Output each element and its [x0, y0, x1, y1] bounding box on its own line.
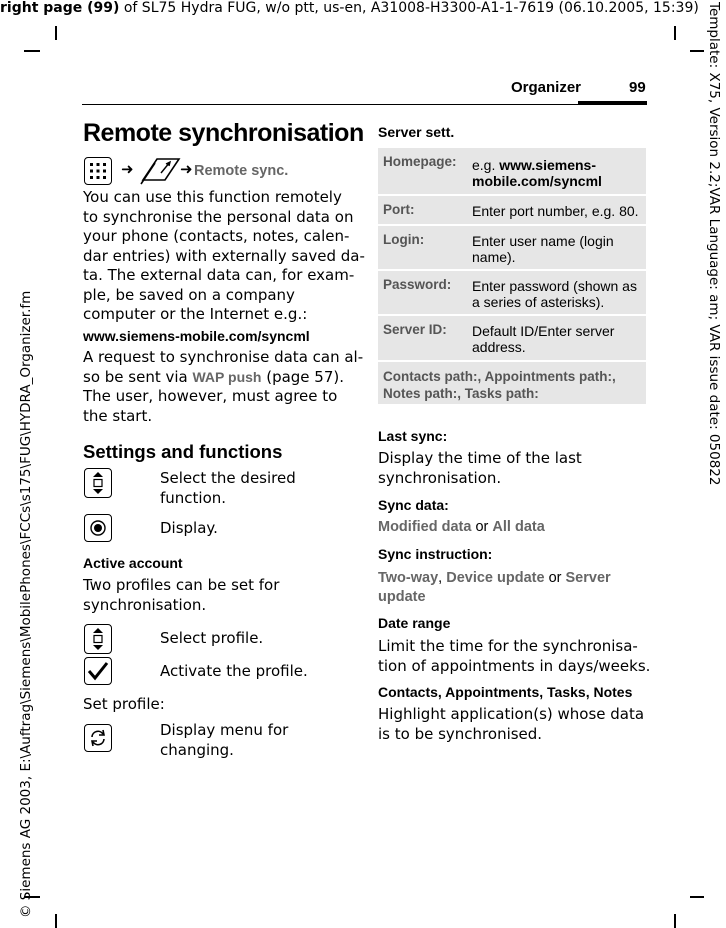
organizer-icon [139, 156, 183, 190]
settings-heading: Settings and functions [83, 441, 283, 462]
checkmark-key-icon [84, 657, 112, 685]
table-row [378, 316, 646, 360]
active-account-text [83, 576, 279, 615]
page-header-title: Organizer [511, 79, 582, 96]
text-span: , [438, 570, 447, 586]
option-server-update[interactable]: Server [565, 570, 611, 586]
print-info-bold: right page (99) [0, 0, 120, 16]
server-settings-heading: Server sett. [378, 124, 455, 140]
activate-profile-description: Activate the profile. [160, 662, 308, 680]
table-row [378, 196, 646, 224]
table-value [472, 157, 642, 189]
path-remote-sync: Remote sync. [194, 163, 289, 179]
syncml-url: www.siemens-mobile.com/syncml [83, 328, 310, 344]
option-device-update[interactable]: Device update [446, 570, 545, 586]
applications-text [378, 705, 644, 744]
arrow-right-icon: ➜ [180, 160, 193, 178]
table-row [378, 226, 646, 269]
text-line [378, 588, 611, 607]
text-line: a series of asterisks). [472, 294, 605, 310]
option-two-way[interactable]: Two-way [378, 570, 439, 586]
sync-instruction-options [378, 569, 611, 607]
center-key-icon [84, 514, 112, 542]
sync-instruction-heading: Sync instruction: [378, 546, 493, 562]
text-line: Two profiles can be set for [83, 576, 280, 594]
wap-push-link[interactable]: WAP push [192, 368, 262, 385]
text-span: e.g. [472, 157, 500, 173]
table-label: Homepage: [383, 154, 457, 169]
side-template-info: Template: X75, Version 2.2;VAR Language: am; VAR issue date: 050822 [706, 2, 722, 486]
text-line: the start. [83, 406, 153, 425]
text-line: ple, be saved on a company [83, 285, 295, 304]
table-label: Login: [383, 232, 425, 247]
refresh-key-icon [84, 724, 112, 752]
option-all-data[interactable]: All data [492, 519, 545, 535]
text-line: Select the desired [160, 469, 296, 487]
table-label: Password: [383, 277, 452, 292]
crop-mark [24, 50, 40, 52]
table-label [383, 368, 641, 402]
text-line: Highlight application(s) whose data [378, 705, 645, 723]
set-profile-label: Set profile: [83, 695, 165, 713]
display-menu-description [160, 721, 288, 760]
text-span: www.siemens- [499, 157, 596, 173]
table-label: Server ID: [383, 322, 447, 337]
wap-paragraph [83, 348, 363, 426]
text-line: The user, however, must agree to [83, 387, 338, 405]
side-copyright: © Siemens AG 2003, E:\Auftrag\Siemens\MobilePhones\FCCs\s175\FUG\HYDRA_Organizer.fm [18, 290, 34, 918]
text-line [83, 368, 363, 388]
print-info-rest: of SL75 Hydra FUG, w/o ptt, us-en, A31008-H3300-A1-1-7619 (06.10.2005, 15:39) [119, 0, 699, 16]
crop-mark [674, 26, 676, 40]
text-line: synchronisation. [83, 595, 207, 614]
select-profile-description: Select profile. [160, 629, 264, 647]
text-line: computer or the Internet e.g.: [83, 305, 308, 323]
table-row [378, 148, 646, 194]
arrow-right-icon: ➜ [121, 160, 134, 178]
crop-mark [55, 914, 57, 928]
last-sync-heading: Last sync: [378, 428, 448, 444]
text-line: function. [160, 488, 227, 507]
text-line: You can use this function remotely [83, 188, 342, 206]
text-line: A request to synchronise data can al- [83, 348, 364, 366]
option-modified-data[interactable]: Modified data [378, 519, 472, 535]
text-line: changing. [160, 740, 234, 759]
text-line: Enter password (shown as [472, 278, 637, 294]
table-value: Enter port number, e.g. 80. [472, 203, 639, 219]
text-line: name). [472, 249, 516, 265]
active-account-heading: Active account [83, 555, 183, 571]
text-line: ta. The external data can, for exam- [83, 266, 355, 284]
text-line: synchronisation. [378, 468, 502, 487]
text-span: or [544, 570, 566, 586]
page-number: 99 [629, 79, 646, 96]
text-line: Display menu for [160, 721, 289, 739]
text-span: or [471, 519, 493, 535]
text-line: Enter user name (login [472, 233, 614, 249]
crop-mark [690, 50, 704, 52]
sync-data-heading: Sync data: [378, 497, 449, 513]
table-value [472, 233, 642, 265]
text-line: dar entries) with externally saved da- [83, 246, 365, 265]
sync-data-options [378, 519, 545, 535]
menu-key-icon [84, 157, 112, 185]
nav-up-down-key-icon [84, 624, 112, 654]
text-line: Display the time of the last [378, 449, 582, 467]
display-description: Display. [160, 519, 218, 537]
text-span: mobile.com/syncml [472, 173, 602, 189]
nav-up-down-key-icon [84, 468, 112, 498]
table-value [472, 278, 642, 310]
date-range-text [378, 637, 650, 676]
table-row [378, 362, 646, 404]
text-line: Contacts path:, Appointments path:, [383, 369, 616, 384]
text-line [378, 569, 611, 588]
date-range-heading: Date range [378, 615, 451, 631]
text-span: (page 57). [261, 367, 345, 386]
crop-mark [55, 26, 57, 40]
text-line: address. [472, 339, 526, 355]
applications-heading: Contacts, Appointments, Tasks, Notes [378, 684, 633, 700]
text-line: to synchronise the personal data on [83, 207, 354, 226]
option-server-update-cont[interactable]: update [378, 589, 426, 605]
text-line: tion of appointments in days/weeks. [378, 656, 651, 675]
text-line: Default ID/Enter server [472, 323, 615, 339]
text-line: your phone (contacts, notes, calen- [83, 227, 350, 245]
text-line: is to be synchronised. [378, 724, 543, 743]
table-value [472, 323, 642, 355]
header-rule-thick [578, 101, 647, 105]
table-label: Port: [383, 202, 415, 217]
text-line: Notes path:, Tasks path: [383, 386, 539, 401]
table-row [378, 271, 646, 314]
intro-paragraph [83, 188, 365, 325]
text-span: so be sent via [83, 367, 193, 386]
page-title: Remote synchronisation [83, 119, 364, 147]
text-line: Limit the time for the synchronisa- [378, 637, 638, 655]
header-rule [82, 104, 647, 105]
nav-select-description [160, 469, 296, 508]
crop-mark [674, 914, 676, 928]
last-sync-text [378, 449, 582, 488]
print-info-line [0, 0, 699, 16]
crop-mark [690, 896, 704, 898]
